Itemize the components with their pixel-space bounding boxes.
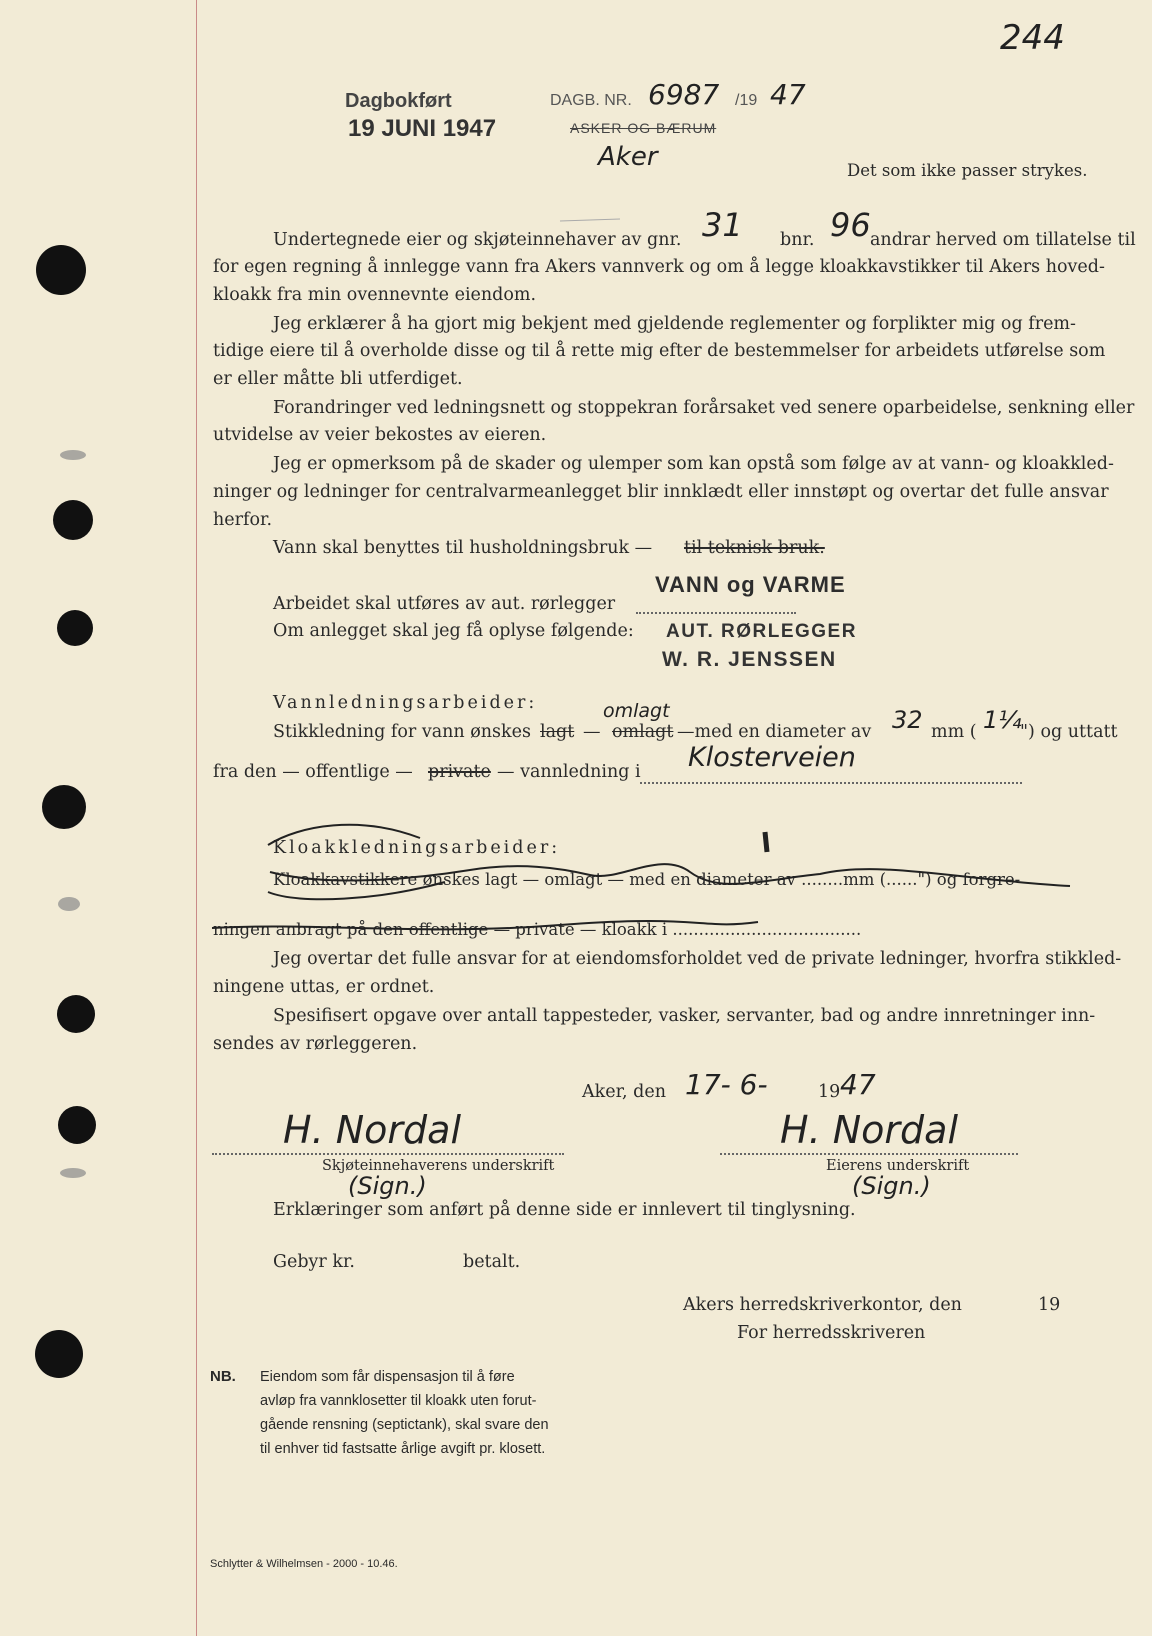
sign-left-note: (Sign.) xyxy=(348,1172,427,1200)
signature-right: H. Nordal xyxy=(780,1108,958,1152)
registration-note: Erklæringer som anført på denne side er innlevert til tinglysning. xyxy=(273,1200,856,1220)
p1-line-3: kloakk fra min ovennevnte eiendom. xyxy=(213,285,537,305)
stamp-date: 19 JUNI 1947 xyxy=(348,115,497,142)
p1-text-a: Undertegnede eier og skjøteinnehaver av gnr. xyxy=(273,230,682,250)
mm-label: mm ( xyxy=(931,722,977,742)
for-office-label: For herredsskriveren xyxy=(737,1323,926,1343)
bnr-label: bnr. xyxy=(780,230,815,250)
printer-line: Schlytter & Wilhelmsen - 2000 - 10.46. xyxy=(210,1558,398,1570)
p1-line-2: for egen regning å innlegge vann fra Akers vannverk og om å legge kloakkavstikker til Akers hoved- xyxy=(213,257,1105,277)
diameter-mm: 32 xyxy=(892,706,923,734)
district-handwritten: Aker xyxy=(598,142,658,172)
stamp-title: Dagbokført xyxy=(345,90,452,112)
option-private: private xyxy=(428,762,491,782)
fee-paid: betalt. xyxy=(463,1252,521,1272)
water-use-struck: til teknisk bruk. xyxy=(684,538,825,558)
diameter-inch: 1¼ xyxy=(983,706,1022,734)
office-label: Akers herredskriverkontor, den xyxy=(683,1295,962,1315)
plumber-stamp-line-3: W. R. JENSSEN xyxy=(662,648,837,671)
signature-left-dotline xyxy=(212,1153,564,1155)
p5-line-2: ningene uttas, er ordnet. xyxy=(213,977,435,997)
dagb-number: 6987 xyxy=(648,78,720,111)
p2-line-2: tidige eiere til å overholde disse og til å rette mig efter de bestemmelser for arbeidets utførelse som xyxy=(213,341,1106,361)
dagb-year: 47 xyxy=(770,78,806,111)
sewer-line-2: ningen anbragt på den offentlige — private — kloakk i .................................... xyxy=(213,920,862,939)
p5-line-1: Jeg overtar det fulle ansvar for at eiendomsforholdet ved de private ledninger, hvorfra stikkled- xyxy=(273,949,1122,969)
p3-line-1: Forandringer ved ledningsnett og stoppekran forårsaket ved senere oparbeidelse, senkning eller xyxy=(273,398,1135,418)
signature-right-dotline xyxy=(720,1153,1018,1155)
option-dash: — xyxy=(583,722,601,742)
p2-line-3: er eller måtte bli utferdiget. xyxy=(213,369,463,389)
water-line-2-b: — vannledning i xyxy=(497,762,641,782)
info-label: Om anlegget skal jeg få oplyse følgende: xyxy=(273,621,634,641)
sewer-heading: Kloakkledningsarbeider: xyxy=(273,838,561,858)
street-handwritten: Klosterveien xyxy=(688,742,856,773)
plumber-stamp-line-2: AUT. RØRLEGGER xyxy=(666,621,857,642)
water-use-label: Vann skal benyttes til husholdningsbruk — xyxy=(273,538,653,558)
sewer-line-1: Kloakkavstikkere ønskes lagt — omlagt — med en diameter av ........mm (......") og forgre- xyxy=(273,870,1021,889)
nb-line-1: Eiendom som får dispensasjon til å føre xyxy=(260,1369,515,1385)
page-number: 244 xyxy=(1000,18,1065,58)
gnr-value: 31 xyxy=(702,206,743,244)
year-handwritten: 47 xyxy=(840,1068,876,1101)
p4-line-3: herfor. xyxy=(213,510,273,530)
nb-line-3: gående rensning (septictank), skal svare den xyxy=(260,1417,549,1433)
bnr-value: 96 xyxy=(830,206,871,244)
plumber-stamp-line-1: VANN og VARME xyxy=(655,572,846,597)
place-label: Aker, den xyxy=(582,1082,666,1102)
water-line-1-b: —med en diameter av xyxy=(677,722,872,742)
p4-line-1: Jeg er opmerksom på de skader og ulemper som kan opstå som følge av at vann- og kloakkled- xyxy=(273,454,1114,474)
signature-left-label: Skjøteinnehaverens underskrift xyxy=(322,1158,555,1174)
p1-text-b: andrar herved om tillatelse til xyxy=(870,230,1136,250)
nb-line-2: avløp fra vannklosetter til kloakk uten forut- xyxy=(260,1393,537,1409)
p3-line-2: utvidelse av veier bekostes av eieren. xyxy=(213,425,547,445)
p6-line-1: Spesifisert opgave over antall tappesteder, vasker, servanter, bad og andre innretninger inn- xyxy=(273,1006,1096,1026)
option-lagt: lagt xyxy=(540,722,575,742)
signature-left: H. Nordal xyxy=(283,1108,461,1152)
signature-right-label: Eierens underskrift xyxy=(826,1158,970,1174)
omlagt-handwritten: omlagt xyxy=(603,700,670,722)
strike-note: Det som ikke passer strykes. xyxy=(847,161,1088,180)
dagb-year-prefix: /19 xyxy=(735,92,758,109)
p2-line-1: Jeg erklærer å ha gjort mig bekjent med gjeldende reglementer og forplikter mig og frem- xyxy=(273,314,1076,334)
dagb-label: DAGB. NR. xyxy=(550,92,632,109)
p6-line-2: sendes av rørleggeren. xyxy=(213,1034,418,1054)
nb-label: NB. xyxy=(210,1368,236,1385)
water-line-1-c: ") og uttatt xyxy=(1020,722,1118,742)
nb-line-4: til enhver tid fastsatte årlige avgift pr. klosett. xyxy=(260,1441,546,1457)
district-struck: ASKER OG BÆRUM xyxy=(570,120,717,136)
water-heading: Vannledningsarbeider: xyxy=(273,693,538,713)
p4-line-2: ninger og ledninger for centralvarmeanlegget blir innklædt eller innstøpt og overtar det fulle ansvar xyxy=(213,482,1109,502)
option-omlagt: omlagt xyxy=(612,722,674,742)
work-label: Arbeidet skal utføres av aut. rørlegger xyxy=(273,594,616,614)
fee-label: Gebyr kr. xyxy=(273,1252,355,1272)
year-prefix: 19 xyxy=(818,1082,841,1102)
office-year: 19 xyxy=(1038,1295,1061,1315)
date-handwritten: 17- 6- xyxy=(685,1068,768,1101)
water-line-2-a: fra den — offentlige — xyxy=(213,762,413,782)
sign-right-note: (Sign.) xyxy=(852,1172,931,1200)
water-line-1-a: Stikkledning for vann ønskes xyxy=(273,722,531,742)
